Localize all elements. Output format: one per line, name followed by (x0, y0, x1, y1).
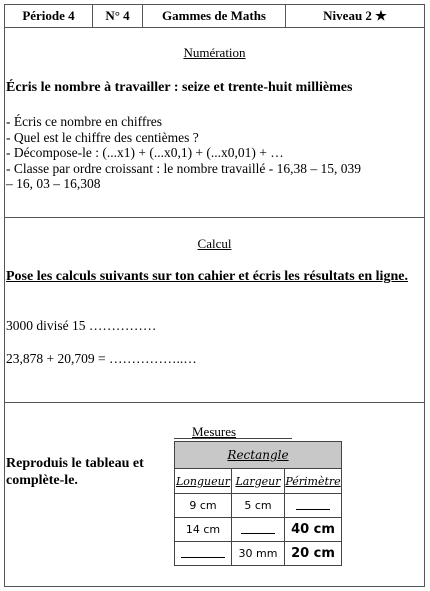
header-periode: Période 4 (5, 5, 93, 27)
numeration-item: - Écris ce nombre en chiffres (6, 114, 163, 129)
numeration-instruction: Écris le nombre à travailler : seize et trente-huit millièmes (6, 80, 353, 95)
calcul-title: Calcul (197, 236, 232, 251)
table-cell: 40 cm (285, 518, 342, 542)
table-cell: 5 cm (232, 494, 285, 518)
header-numero: N° 4 (93, 5, 143, 27)
table-cell-blank (175, 542, 232, 566)
numeration-item: – 16, 03 – 16,308 (6, 176, 101, 191)
numeration-item: - Classe par ordre croissant : le nombre travaillé - 16,38 – 15, 039 (6, 160, 362, 176)
table-row (175, 542, 342, 566)
numeration-item: - Décompose-le : (...x1) + (...x0,1) + (...x0,01) + … (6, 145, 284, 160)
section-calcul (5, 218, 424, 403)
section-numeration (5, 27, 424, 218)
calcul-instruction: Pose les calculs suivants sur ton cahier et écris les résultats en ligne. (6, 269, 408, 284)
blank-line (296, 499, 330, 510)
blank-line (181, 547, 225, 558)
mesures-instruction: Reproduis le tableau et complète-le. (6, 456, 144, 488)
table-row (175, 494, 342, 518)
calcul-line: 3000 divisé 15 …………… (6, 318, 157, 333)
table-row (175, 518, 342, 542)
numeration-items (6, 114, 421, 192)
table-cell: 30 mm (232, 542, 285, 566)
worksheet-frame (4, 4, 425, 587)
header-niveau: Niveau 2 ★ (323, 8, 387, 23)
blank-line (241, 523, 275, 534)
header-bar (5, 5, 424, 28)
column-header-perimetre: Périmètre (285, 469, 342, 494)
header-title: Gammes de Maths (143, 5, 286, 27)
rectangle-table (174, 441, 342, 566)
table-cell: 20 cm (285, 542, 342, 566)
table-cell-blank (285, 494, 342, 518)
numeration-item: - Quel est le chiffre des centièmes ? (6, 129, 199, 145)
section-mesures (5, 403, 424, 586)
numeration-title: Numération (183, 45, 246, 60)
table-cell: 14 cm (175, 518, 232, 542)
column-header-longueur: Longueur (175, 469, 232, 494)
table-cell-blank (232, 518, 285, 542)
calcul-line: 23,878 + 20,709 = ……………..… (6, 351, 197, 366)
table-cell: 9 cm (175, 494, 232, 518)
mesures-title: Mesures (192, 424, 237, 439)
column-header-largeur: Largeur (232, 469, 285, 494)
mesures-rule (174, 438, 292, 439)
table-title: Rectangle (175, 442, 342, 469)
